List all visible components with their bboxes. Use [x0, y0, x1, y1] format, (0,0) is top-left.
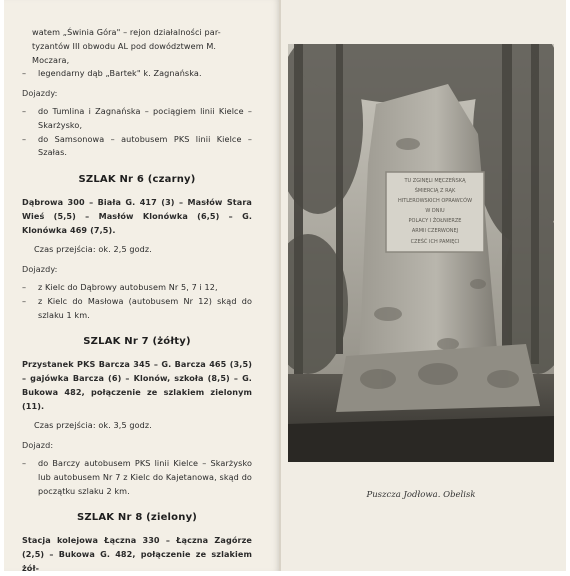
travel-item: – z Kielc do Dąbrowy autobusem Nr 5, 7 i 12, [22, 281, 218, 292]
travel-item: – do Tumlina i Zagnańska – pociągiem linii Kielce – Skarżysko, [22, 105, 252, 130]
route-7-heading: SZLAK Nr 7 (żółty) [83, 336, 191, 348]
route-8-description: Stacja kolejowa Łączna 330 – Łączna Zagórze (2,5) – Bukowa G. 482, połączenie ze szlakiem żół- [22, 535, 252, 573]
intro-line: tyzantów III obwodu AL pod dowództwem M. [32, 40, 217, 51]
svg-text:W DNIU: W DNIU [425, 208, 445, 214]
svg-text:ARMII CZERWONEJ: ARMII CZERWONEJ [411, 228, 459, 234]
obelisk-photo [288, 44, 554, 462]
intro-list-item: – legendarny dąb „Bartek" k. Zagnańska. [22, 68, 202, 79]
route-6-description: Dąbrowa 300 – Biała G. 417 (3) – Masłów Stara Wieś (5,5) – Masłów Klonówka (6,5) – G. Klonówka 469 (7,5). [22, 196, 252, 235]
photo-caption: Puszcza Jodłowa. Obelisk [366, 490, 476, 500]
route-6-heading: SZLAK Nr 6 (czarny) [78, 174, 196, 186]
svg-text:CZEŚĆ ICH PAMIĘCI: CZEŚĆ ICH PAMIĘCI [410, 239, 460, 245]
travel-label: Dojazdy: [22, 264, 58, 275]
travel-label: Dojazd: [22, 440, 54, 451]
left-page-text [22, 26, 252, 576]
route-7-time: Czas przejścia: ok. 3,5 godz. [34, 420, 152, 431]
obelisk-photo-image [288, 44, 554, 462]
travel-item: – do Samsonowa – autobusem PKS linii Kielce – Szałas. [22, 133, 252, 158]
route-7-description: Przystanek PKS Barcza 345 – G. Barcza 465 (3,5) – gajówka Barcza (6) – Klonów, szkoła (8,5) – G. Bukowa 482, połączenie ze szlakiem zielonym (11). [22, 359, 252, 411]
svg-text:HITLEROWSKICH OPRAWCÓW: HITLEROWSKICH OPRAWCÓW [397, 198, 473, 204]
travel-item: – z Kielc do Masłowa (autobusem Nr 12) skąd do szlaku 1 km. [22, 295, 252, 320]
svg-text:TU ZGINĘLI MĘCZEŃSKĄ: TU ZGINĘLI MĘCZEŃSKĄ [404, 178, 466, 184]
svg-text:ŚMIERCIĄ Z RĄK: ŚMIERCIĄ Z RĄK [414, 188, 456, 194]
travel-item: – do Barczy autobusem PKS linii Kielce – Skarżysko lub autobusem Nr 7 z Kielc do Kajetanowa, skąd do początku szlaku 2 km. [22, 457, 252, 496]
route-6-time: Czas przejścia: ok. 2,5 godz. [34, 244, 152, 255]
intro-line: Moczara, [32, 54, 70, 65]
route-8-heading: SZLAK Nr 8 (zielony) [76, 512, 198, 524]
intro-line: watem „Świnia Góra" – rejon działalności par- [32, 27, 221, 37]
travel-label: Dojazdy: [22, 88, 58, 99]
svg-text:POLACY I ŻOŁNIERZE: POLACY I ŻOŁNIERZE [408, 218, 462, 224]
